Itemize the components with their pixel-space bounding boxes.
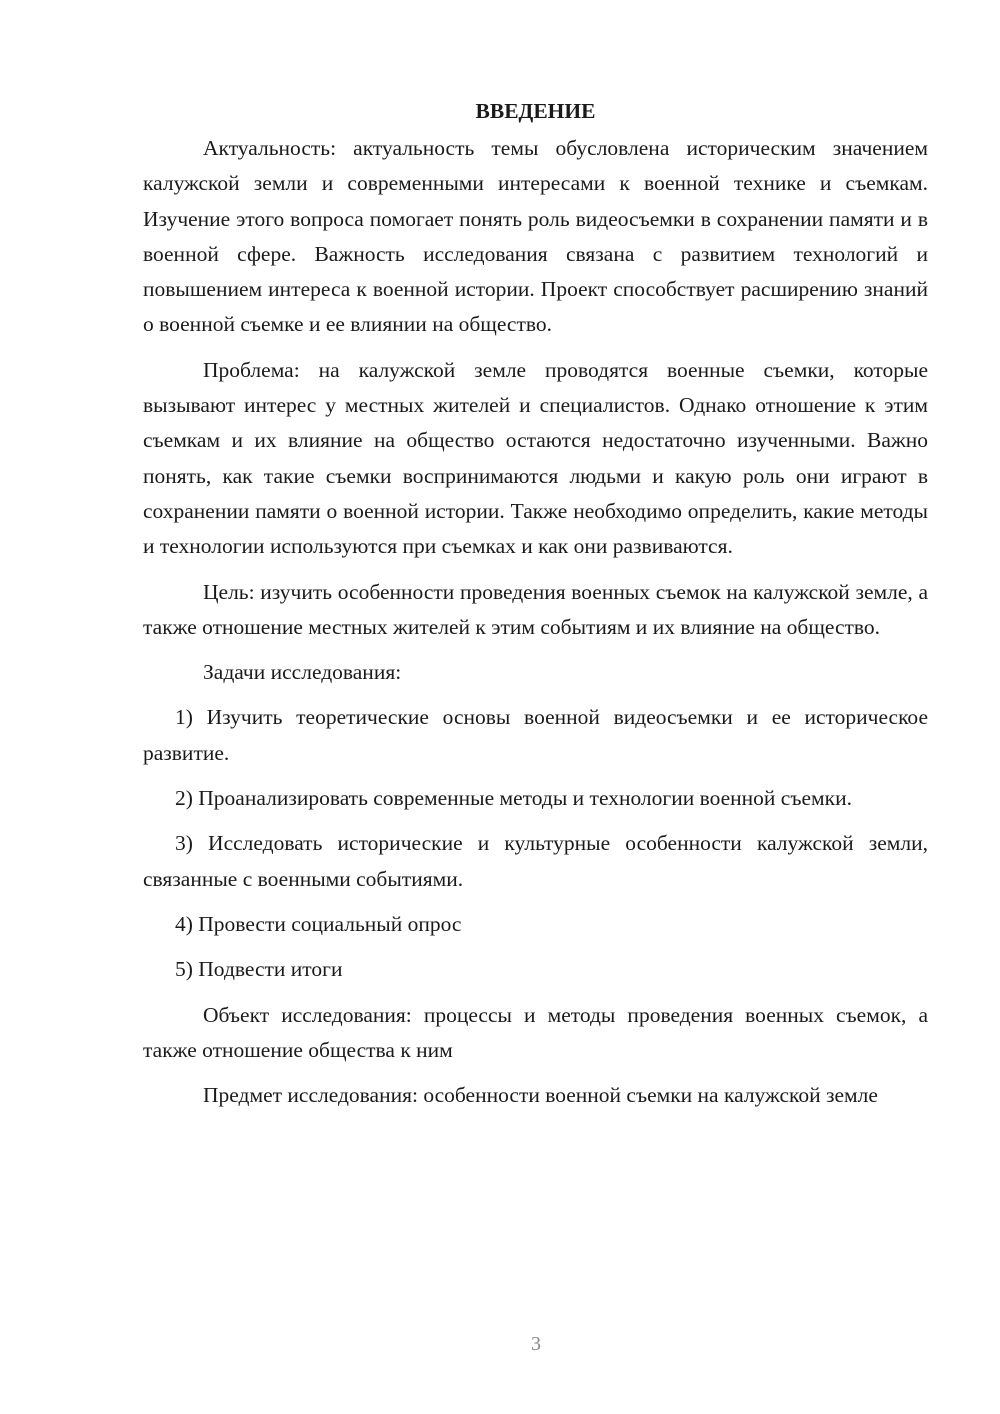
paragraph-subject: Предмет исследования: особенности военной съемки на калужской земле (203, 1083, 878, 1108)
tasks-heading: Задачи исследования: (203, 660, 402, 685)
task-item-3: 3) Исследовать исторические и культурные особенности калужской земли, связанные с военными событиями. (143, 831, 928, 891)
document-page (143, 96, 928, 1113)
task-item-2: 2) Проанализировать современные методы и технологии военной съемки. (175, 786, 852, 811)
paragraph-relevance: Актуальность: актуальность темы обусловлена историческим значением калужской земли и современными интересами к военной технике и съемкам. Изучение этого вопроса помогает понять роль видеосъемки в сохранении памяти и в военной сфере. Важность исследования связана с развитием технологий и повышением интереса к военной истории. Проект способствует расширению знаний о военной съемке и ее влиянии на общество. (143, 136, 928, 337)
paragraph-object: Объект исследования: процессы и методы проведения военных съемок, а также отношение общества к ним (143, 1002, 928, 1062)
task-item-4: 4) Провести социальный опрос (175, 911, 462, 936)
paragraph-problem: Проблема: на калужской земле проводятся военные съемки, которые вызывают интерес у местных жителей и специалистов. Однако отношение к этим съемкам и их влияние на общество остаются недостаточно изученными. Важно понять, как такие съемки воспринимаются людьми и какую роль они играют в сохранении памяти о военной истории. Также необходимо определить, какие методы и технологии используются при съемках и как они развиваются. (143, 357, 928, 559)
task-item-5: 5) Подвести итоги (175, 957, 343, 982)
task-item-1: 1) Изучить теоретические основы военной видеосъемки и ее историческое развитие. (143, 705, 928, 765)
page-number: 3 (531, 1333, 541, 1355)
paragraph-goal: Цель: изучить особенности проведения военных съемок на калужской земле, а также отношение местных жителей к этим событиям и их влияние на общество. (143, 579, 928, 639)
section-title: ВВЕДЕНИЕ (475, 99, 596, 123)
